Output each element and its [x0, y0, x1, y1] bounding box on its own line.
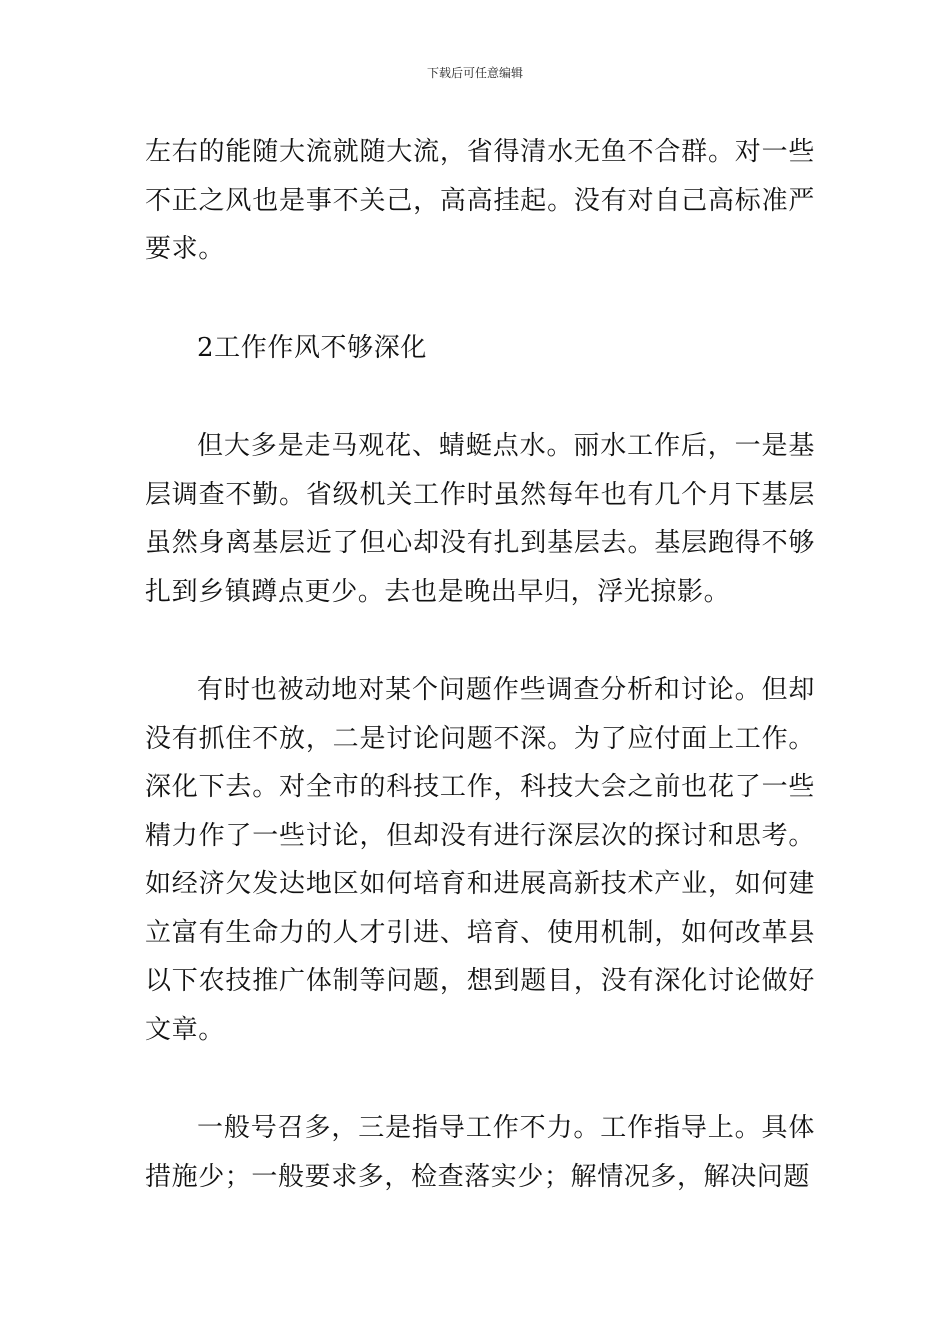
document-body [145, 128, 815, 1201]
paragraph-3: 但大多是走马观花、蜻蜓点水。丽水工作后，一是基层调查不勤。省级机关工作时虽然每年也有几个月下基层虽然身离基层近了但心却没有扎到基层去。基层跑得不够扎到乡镇蹲点更少。去也是晚出早归，浮光掠影。 [145, 431, 815, 607]
paragraph-5: 一般号召多，三是指导工作不力。工作指导上。具体措施少；一般要求多，检查落实少；解情况多，解决问题 [145, 1113, 815, 1192]
paragraph-4: 有时也被动地对某个问题作些调查分析和讨论。但却没有抓住不放，二是讨论问题不深。为了应付面上工作。深化下去。对全市的科技工作，科技大会之前也花了一些精力作了一些讨论，但却没有进行深层次的探讨和思考。如经济欠发达地区如何培育和进展高新技术产业，如何建立富有生命力的人才引进、培育、使用机制，如何改革县以下农技推广体制等问题，想到题目，没有深化讨论做好文章。 [145, 675, 815, 1045]
paragraph-gap [145, 274, 815, 324]
header-note: 下载后可任意编辑 [426, 66, 523, 80]
paragraph-gap [145, 1054, 815, 1104]
section-heading: 2工作作风不够深化 [197, 332, 427, 363]
paragraph-gap [145, 616, 815, 666]
paragraph-gap [145, 372, 815, 422]
paragraph-1: 左右的能随大流就随大流，省得清水无鱼不合群。对一些不正之风也是事不关己，高高挂起。没有对自己高标准严要求。 [145, 137, 815, 264]
